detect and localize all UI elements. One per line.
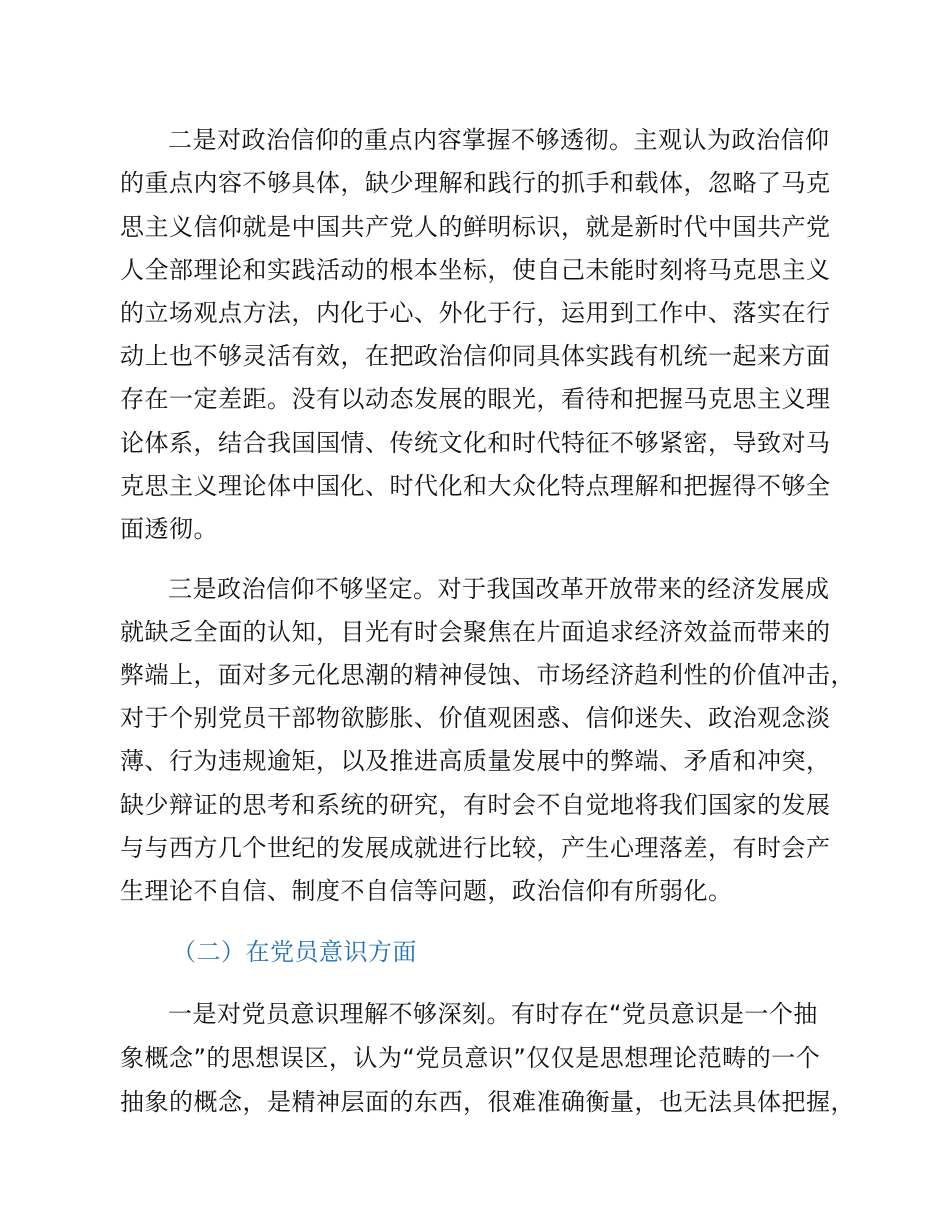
paragraph-3-line-2: 象概念”的思想误区，认为“党员意识”仅仅是思想理论范畴的一个 <box>120 1044 821 1072</box>
paragraph-2-line-3: 弊端上，面对多元化思潮的精神侵蚀、市场经济趋利性的价值冲击， <box>120 661 855 689</box>
paragraph-1-line-9: 克思主义理论体中国化、时代化和大众化特点理解和把握得不够全 <box>120 472 831 500</box>
paragraph-1-line-6: 动上也不够灵活有效，在把政治信仰同具体实践有机统一起来方面 <box>120 342 831 370</box>
paragraph-2-line-6: 缺少辩证的思考和系统的研究，有时会不自觉地将我们国家的发展 <box>120 791 831 819</box>
paragraph-1-line-3: 思主义信仰就是中国共产党人的鲜明标识，就是新时代中国共产党 <box>120 213 831 241</box>
paragraph-2-line-1: 三是政治信仰不够坚定。对于我国改革开放带来的经济发展成 <box>168 575 830 603</box>
paragraph-2-line-5: 薄、行为违规逾矩，以及推进高质量发展中的弊端、矛盾和冲突， <box>120 747 831 775</box>
paragraph-1-line-4: 人全部理论和实践活动的根本坐标，使自己未能时刻将马克思主义 <box>120 256 831 284</box>
paragraph-2-line-8: 生理论不自信、制度不自信等问题，政治信仰有所弱化。 <box>120 877 733 905</box>
paragraph-3-line-1: 一是对党员意识理解不够深刻。有时存在“党员意识是一个抽 <box>168 1000 818 1028</box>
paragraph-2-line-2: 就缺乏全面的认知，目光有时会聚焦在片面追求经济效益而带来的 <box>120 618 831 646</box>
paragraph-2-line-7: 与与西方几个世纪的发展成就进行比较，产生心理落差，有时会产 <box>120 834 831 862</box>
paragraph-1-line-1: 二是对政治信仰的重点内容掌握不够透彻。主观认为政治信仰 <box>168 126 830 154</box>
section-heading: （二）在党员意识方面 <box>172 938 417 966</box>
paragraph-1-line-8: 论体系，结合我国国情、传统文化和时代特征不够紧密，导致对马 <box>120 429 831 457</box>
paragraph-2-line-4: 对于个别党员干部物欲膨胀、价值观困惑、信仰迷失、政治观念淡 <box>120 704 831 732</box>
paragraph-3-line-3: 抽象的概念，是精神层面的东西，很难准确衡量，也无法具体把握， <box>120 1088 855 1116</box>
paragraph-1-line-7: 存在一定差距。没有以动态发展的眼光，看待和把握马克思主义理 <box>120 385 831 413</box>
paragraph-1-line-10: 面透彻。 <box>120 515 218 543</box>
paragraph-1-line-2: 的重点内容不够具体，缺少理解和践行的抓手和载体，忽略了马克 <box>120 169 831 197</box>
paragraph-1-line-5: 的立场观点方法，内化于心、外化于行，运用到工作中、落实在行 <box>120 299 831 327</box>
